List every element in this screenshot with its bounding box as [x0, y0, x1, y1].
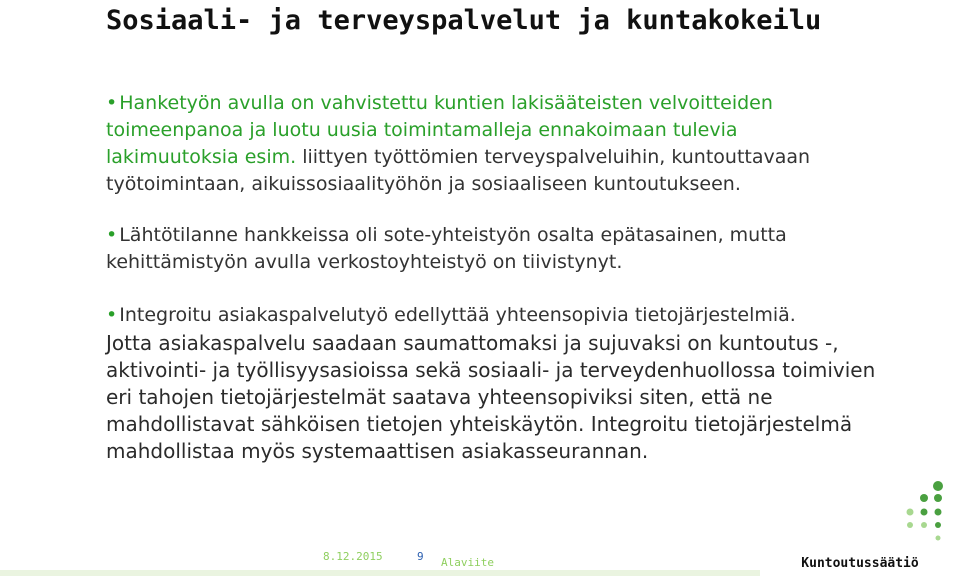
bullet-marker: •	[106, 304, 118, 326]
dot	[921, 509, 928, 516]
dot	[907, 522, 913, 528]
bullet-marker: •	[106, 92, 118, 114]
dot	[920, 494, 928, 502]
slide-title: Sosiaali- ja terveyspalvelut ja kuntakokeilu	[106, 5, 822, 36]
brand-label: Kuntoutussäätiö	[760, 552, 960, 576]
footer-subtitle: Alaviite	[441, 556, 494, 569]
page-number: 9	[417, 550, 424, 563]
decorative-dots-icon	[900, 478, 950, 544]
paragraph-2-text: Lähtötilanne hankkeissa oli sote-yhteistyön osalta epätasainen, mutta kehittämistyön avulla verkostoyhteistyö on tiivistynyt.	[106, 224, 787, 273]
dot	[933, 481, 943, 491]
bullet-paragraph-2	[106, 222, 906, 276]
dot	[936, 536, 941, 541]
paragraph-1-lead: Hanketyön avulla on vahvistettu kuntien lakisääteisten velvoitteiden toimeenpanoa ja luotu uusia toimintamalleja ennakoimaan tulevia lakimuutoksia esim.	[106, 92, 773, 168]
dot	[907, 509, 914, 516]
paragraph-4: Jotta asiakaspalvelu saadaan saumattomaksi ja sujuvaksi on kuntoutus -, aktivointi- ja työllisyysasioissa sekä sosiaali- ja terveydenhuollossa toimivien eri tahojen tietojärjestelmät saatava yhteensopiviksi siten, että ne mahdollistavat sähköisen tietojen yhteiskäytön. Integroitu tietojärjestelmä mahdollistaa myös systemaattisen asiakasseurannan.	[106, 331, 876, 463]
paragraph-3-text: Integroitu asiakaspalvelutyö edellyttää yhteensopivia tietojärjestelmiä.	[119, 304, 796, 326]
dot	[934, 494, 942, 502]
paragraph-1-rest: liittyen työttömien terveyspalveluihin, kuntouttavaan työtoimintaan, aikuissosiaalityöhön ja sosiaaliseen kuntoutukseen.	[106, 146, 811, 195]
dot	[921, 522, 927, 528]
dot	[935, 509, 942, 516]
footer-date: 8.12.2015	[323, 550, 383, 563]
bullet-paragraph-3	[106, 302, 906, 328]
bullet-marker: •	[106, 224, 118, 246]
bullet-paragraph-1	[106, 90, 846, 198]
dot	[935, 522, 941, 528]
